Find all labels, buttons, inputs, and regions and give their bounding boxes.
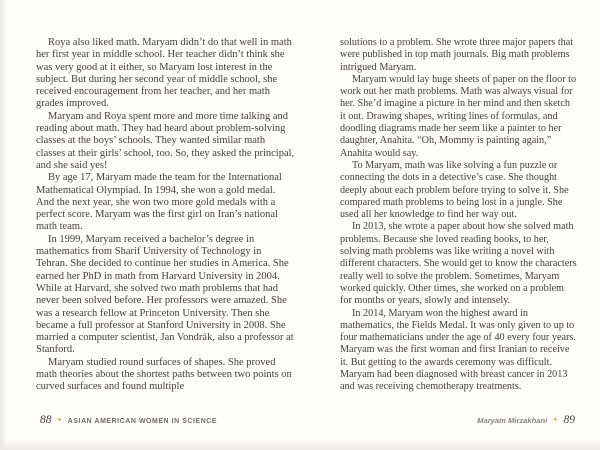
paragraph: Maryam and Roya spent more and more time talking and reading about math. They had heard about problem-solving classes at the boys’ schools. They wanted similar math classes at their girls’ school, too. So, they asked the principal, and she said yes! — [36, 110, 295, 171]
chapter-running-head: Maryam Mirzakhani — [477, 416, 548, 425]
right-page-number: 89 — [563, 414, 575, 426]
left-page-number: 88 — [40, 414, 52, 426]
paragraph: To Maryam, math was like solving a fun puzzle or connecting the dots in a detective’s case. She thought deeply about each problem before trying to solve it. She compared math problems to being lost in a jungle. She used all her knowledge to find her way out. — [340, 159, 569, 221]
paragraph: In 2014, Maryam won the highest award in mathematics, the Fields Medal. It was only given to up to four mathematicians under the age of 40 every four years. Maryam was the first woman and first Iranian to receive it. But getting to the awards ceremony was difficult. Maryam had been diagnosed with breast cancer in 2013 and was receiving chemotherapy treatments. — [340, 307, 576, 393]
right-page-text-column — [340, 37, 577, 394]
page-edge-left — [0, 0, 7, 450]
paragraph: In 1999, Maryam received a bachelor’s degree in mathematics from Sharif University of Technology in Tehran. She decided to continue her studies in America. She earned her PhD in math from Harvard University in 2004. While at Harvard, she solved two math problems that had never been solved before. Her professors were amazed. She was a research fellow at Princeton University. Then she became a full professor at Stanford University in 2008. She married a computer scientist, Jan Vondrák, also a professor at Stanford. — [36, 233, 294, 356]
star-icon: ✦ — [56, 414, 63, 424]
page-edge-bottom — [0, 440, 600, 450]
paragraph: Maryam would lay huge sheets of paper on the floor to work out her math problems. Math was always visual for her. She’d imagine a picture in her mind and then sketch it out. Drawing shapes, writing lines of formulas, and doodling diagrams made her seem like a painter to her daughter, Anahita. “Oh, Mommy is painting again,” Anahita would say. — [340, 73, 577, 159]
star-icon: ✦ — [552, 414, 559, 424]
paragraph: By age 17, Maryam made the team for the International Mathematical Olympiad. In 1994, she won a gold medal. And the next year, she won two more gold medals with a perfect score. Maryam was the first girl on Iran’s national math team. — [36, 172, 282, 233]
paragraph: Maryam studied round surfaces of shapes. She proved math theories about the shortest paths between two points on curved surfaces and found multiple — [36, 356, 292, 393]
left-page-text-column — [36, 37, 295, 394]
paragraph: Roya also liked math. Maryam didn’t do that well in math her first year in middle school. Her teacher didn’t think she was very good at it either, so Maryam lost interest in the subject. But during her second year of middle school, she received encouragement from her teacher, and her math grades improved. — [36, 37, 292, 110]
paragraph: solutions to a problem. She wrote three major papers that were published in top math journals. Big math problems intrigued Maryam. — [340, 37, 574, 73]
book-title-running-head: ASIAN AMERICAN WOMEN IN SCIENCE — [67, 418, 218, 425]
right-page-footer — [477, 414, 575, 426]
left-page-footer — [40, 414, 217, 426]
paragraph: In 2013, she wrote a paper about how she solved math problems. Because she loved reading books, to her, solving math problems was like writing a novel with different characters. She would get to know the characters really well to solve the problem. Sometimes, Maryam worked quickly. Other times, she worked on a problem for months or years, slowly and intensely. — [340, 221, 577, 307]
